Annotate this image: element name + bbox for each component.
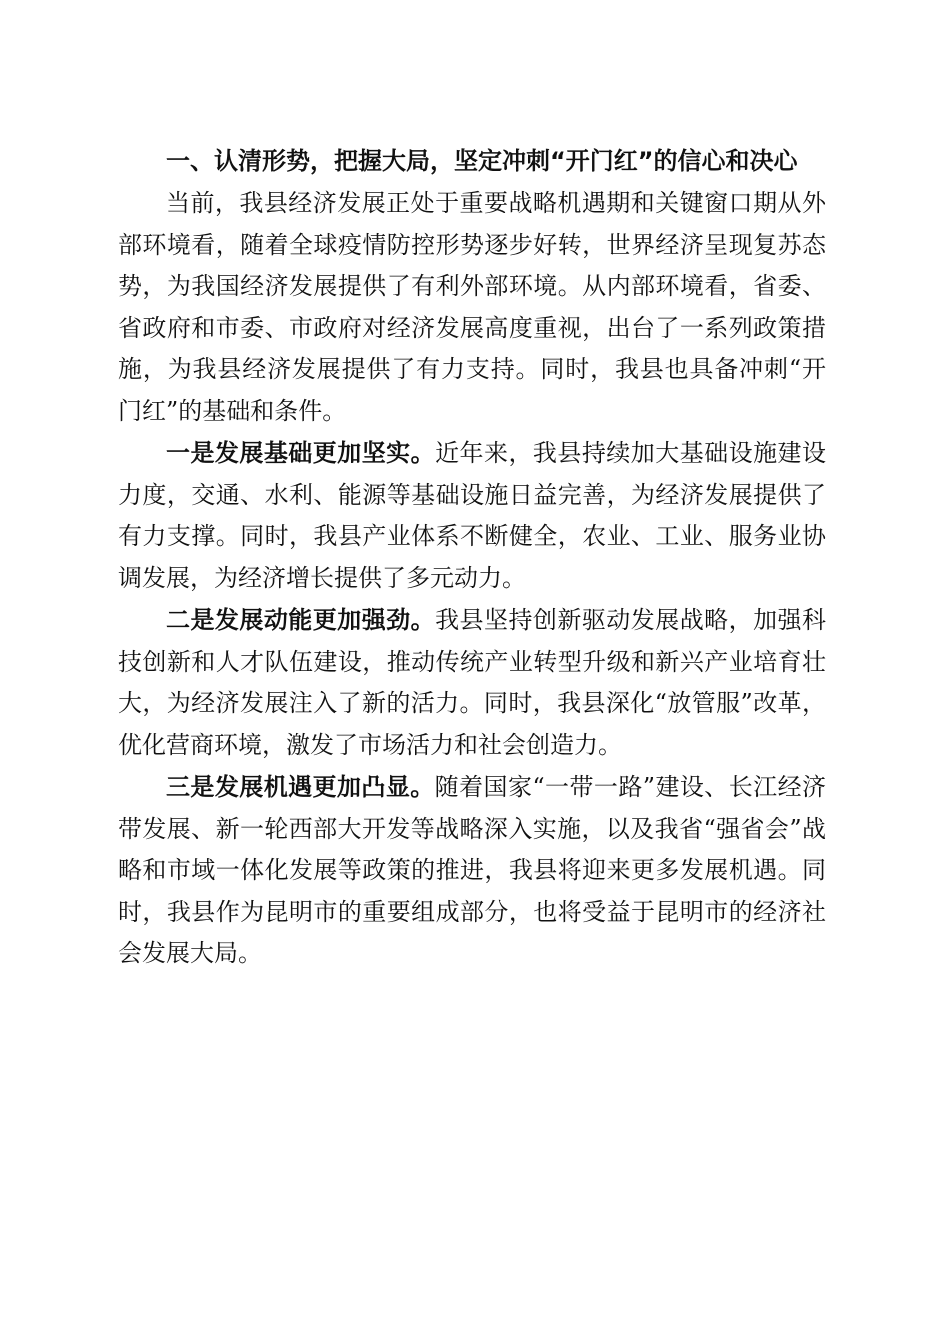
paragraph-lead: 二是发展动能更加强劲。 bbox=[166, 605, 436, 634]
paragraph-point-2 bbox=[118, 599, 826, 766]
paragraph-text: 当前，我县经济发展正处于重要战略机遇期和关键窗口期从外部环境看，随着全球疫情防控形势逐步好转，世界经济呈现复苏态势，为我国经济发展提供了有利外部环境。从内部环境看，省委、省政府和市委、市政府对经济发展高度重视，出台了一系列政策措施，为我县经济发展提供了有力支持。同时，我县也具备冲刺“开门红”的基础和条件。 bbox=[118, 189, 826, 425]
paragraph-text: 我县坚持创新驱动发展战略，加强科技创新和人才队伍建设，推动传统产业转型升级和新兴产业培育壮大，为经济发展注入了新的活力。同时，我县深化“放管服”改革，优化营商环境，激发了市场活力和社会创造力。 bbox=[118, 606, 827, 759]
paragraph-point-1 bbox=[118, 432, 826, 599]
paragraph-point-3 bbox=[118, 766, 826, 975]
paragraph-intro bbox=[118, 182, 826, 432]
paragraph-text: 近年来，我县持续加大基础设施建设力度，交通、水利、能源等基础设施日益完善，为经济发展提供了有力支撑。同时，我县产业体系不断健全，农业、工业、服务业协调发展，为经济增长提供了多元动力。 bbox=[118, 439, 827, 592]
paragraph-lead: 三是发展机遇更加凸显。 bbox=[166, 772, 435, 801]
paragraph-text: 随着国家“一带一路”建设、长江经济带发展、新一轮西部大开发等战略深入实施，以及我省“强省会”战略和市域一体化发展等政策的推进，我县将迎来更多发展机遇。同时，我县作为昆明市的重要组成部分，也将受益于昆明市的经济社会发展大局。 bbox=[118, 773, 826, 967]
paragraph-lead: 一是发展基础更加坚实。 bbox=[166, 438, 436, 467]
section-heading: 一、认清形势，把握大局，坚定冲刺“开门红”的信心和决心 bbox=[166, 147, 798, 175]
document-page bbox=[118, 140, 826, 975]
